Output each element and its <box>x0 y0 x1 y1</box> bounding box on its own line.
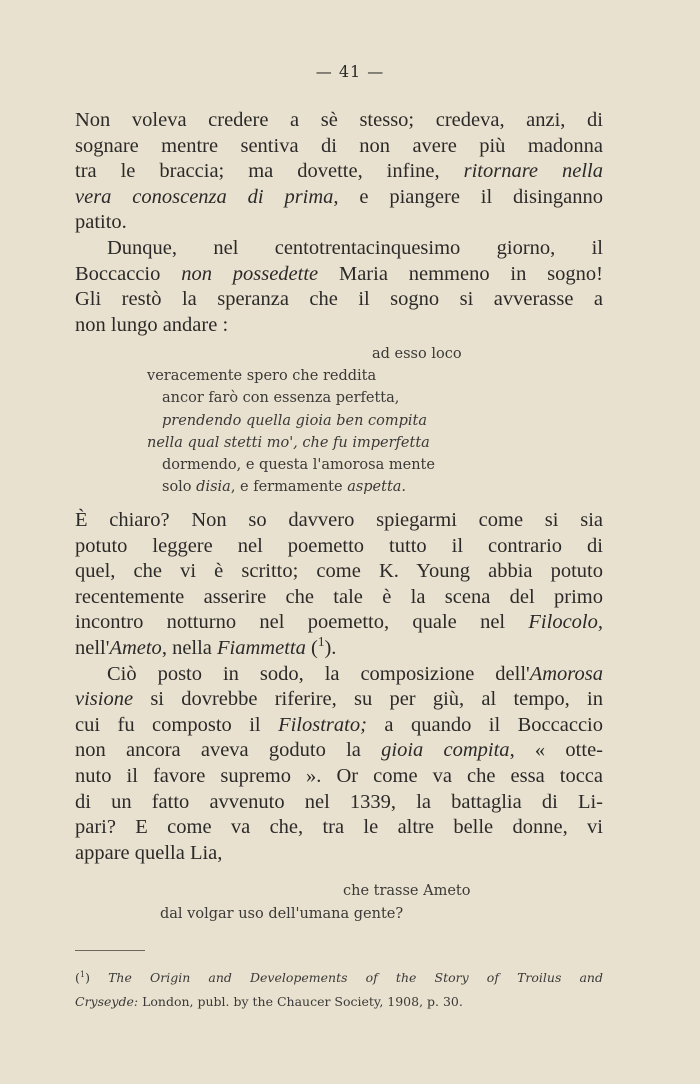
text-line <box>75 713 603 739</box>
italic-phrase: ritornare nella <box>463 160 603 183</box>
main-text-lower <box>75 508 603 866</box>
verse-line: ad esso loco <box>372 346 462 362</box>
page-number: — 41 — <box>315 62 385 81</box>
italic-phrase: visione <box>75 688 134 711</box>
footnote-line: ($^1$) The Origin and Developements of the Story of Troilus and <box>75 968 603 985</box>
italic-phrase: Ameto <box>109 636 162 659</box>
footnote-mark: 1 <box>79 968 86 979</box>
text-line <box>75 610 603 636</box>
main-text-upper <box>75 108 603 338</box>
italic-phrase: non possedette <box>181 262 319 285</box>
italic-phrase: gioia compita <box>381 739 510 762</box>
text-span: a quando il Boccaccio <box>366 713 603 736</box>
text-line: potuto leggere nel poemetto tutto il contrario di <box>75 534 603 557</box>
footnote-reference[interactable]: 1 <box>317 634 325 650</box>
text-line <box>75 262 603 288</box>
text-line <box>75 662 603 688</box>
text-line <box>75 687 603 713</box>
text-line: È chiaro? Non so davvero spiegarmi come si sia <box>75 509 603 531</box>
text-line: patito. <box>75 211 127 234</box>
text-line: pari? E come va che, tra le altre belle donne, vi <box>75 816 603 839</box>
verse-line: nella qual stetti mo', che fu imperfetta <box>147 434 430 451</box>
italic-phrase: Cryseyde: <box>75 994 139 1009</box>
verse-line: dormendo, e questa l'amorosa mente <box>162 457 435 473</box>
text-line: Non voleva credere a sè stesso; credeva, anzi, di <box>75 109 603 131</box>
text-line: sognare mentre sentiva di non avere più madonna <box>75 134 603 157</box>
verse-line: dal volgar uso dell'umana gente? <box>160 906 404 922</box>
text-line <box>75 738 603 764</box>
verse-line: che trasse Ameto <box>343 883 471 899</box>
text-span: cui fu composto il <box>75 713 279 736</box>
verse-line <box>162 476 406 498</box>
text-span: , nella <box>161 636 218 659</box>
italic-phrase: vera conoscenza di prima <box>75 185 334 208</box>
verse-line: prendendo quella gioia ben compita <box>162 412 428 429</box>
text-span: ). <box>324 636 337 659</box>
text-line: di un fatto avvenuto nel 1339, la battaglia di Li- <box>75 790 603 813</box>
text-span: Ciò posto in sodo, la composizione dell' <box>107 662 530 685</box>
footnote-line <box>75 990 603 1014</box>
italic-phrase: Filocolo, <box>528 611 603 634</box>
text-span: Maria nemmeno in sogno! <box>318 262 603 285</box>
verse-line: veracemente spero che reddita <box>147 368 377 385</box>
text-line <box>75 185 603 211</box>
verse-line: ancor farò con essenza perfetta, <box>162 390 400 407</box>
italic-phrase: disia <box>196 479 231 496</box>
text-span: , e piangere il disinganno <box>333 185 603 208</box>
text-span: non ancora aveva goduto la <box>75 739 382 762</box>
text-span: ( <box>305 636 318 659</box>
text-line: appare quella Lia, <box>75 841 223 864</box>
italic-phrase: aspetta. <box>347 479 407 496</box>
text-line: nuto il favore supremo ». Or come va che essa tocca <box>75 764 603 787</box>
text-span: solo <box>162 479 197 496</box>
text-line <box>75 636 603 662</box>
footnote-divider <box>75 950 145 951</box>
text-span: nell' <box>75 636 110 659</box>
text-span: Boccaccio <box>75 262 182 285</box>
footnote <box>75 966 603 1014</box>
text-span: , « otte- <box>509 739 603 762</box>
italic-phrase: The Origin and Developements of the Story of Troilus and <box>108 970 603 985</box>
text-line: non lungo andare : <box>75 313 229 336</box>
text-line: quel, che vi è scritto; come K. Young abbia potuto <box>75 560 603 583</box>
text-line: recentemente asserire che tale è la scena del primo <box>75 585 603 608</box>
text-span: tra le braccia; ma dovette, infine, <box>75 160 464 183</box>
text-line: Gli restò la speranza che il sogno si avverasse a <box>75 288 603 311</box>
text-span: London, publ. by the Chaucer Society, 1908, p. 30. <box>138 994 463 1009</box>
text-line <box>75 159 603 185</box>
text-span: si dovrebbe riferire, su per giù, al tempo, in <box>133 688 603 711</box>
italic-phrase: Fiammetta <box>217 636 306 659</box>
italic-phrase: Filostrato; <box>278 713 367 736</box>
italic-phrase: Amorosa <box>529 662 603 685</box>
text-span: incontro notturno nel poemetto, quale nel <box>75 611 529 634</box>
text-span: , e fermamente <box>230 479 348 496</box>
text-line: Dunque, nel centotrentacinquesimo giorno, il <box>107 236 603 259</box>
